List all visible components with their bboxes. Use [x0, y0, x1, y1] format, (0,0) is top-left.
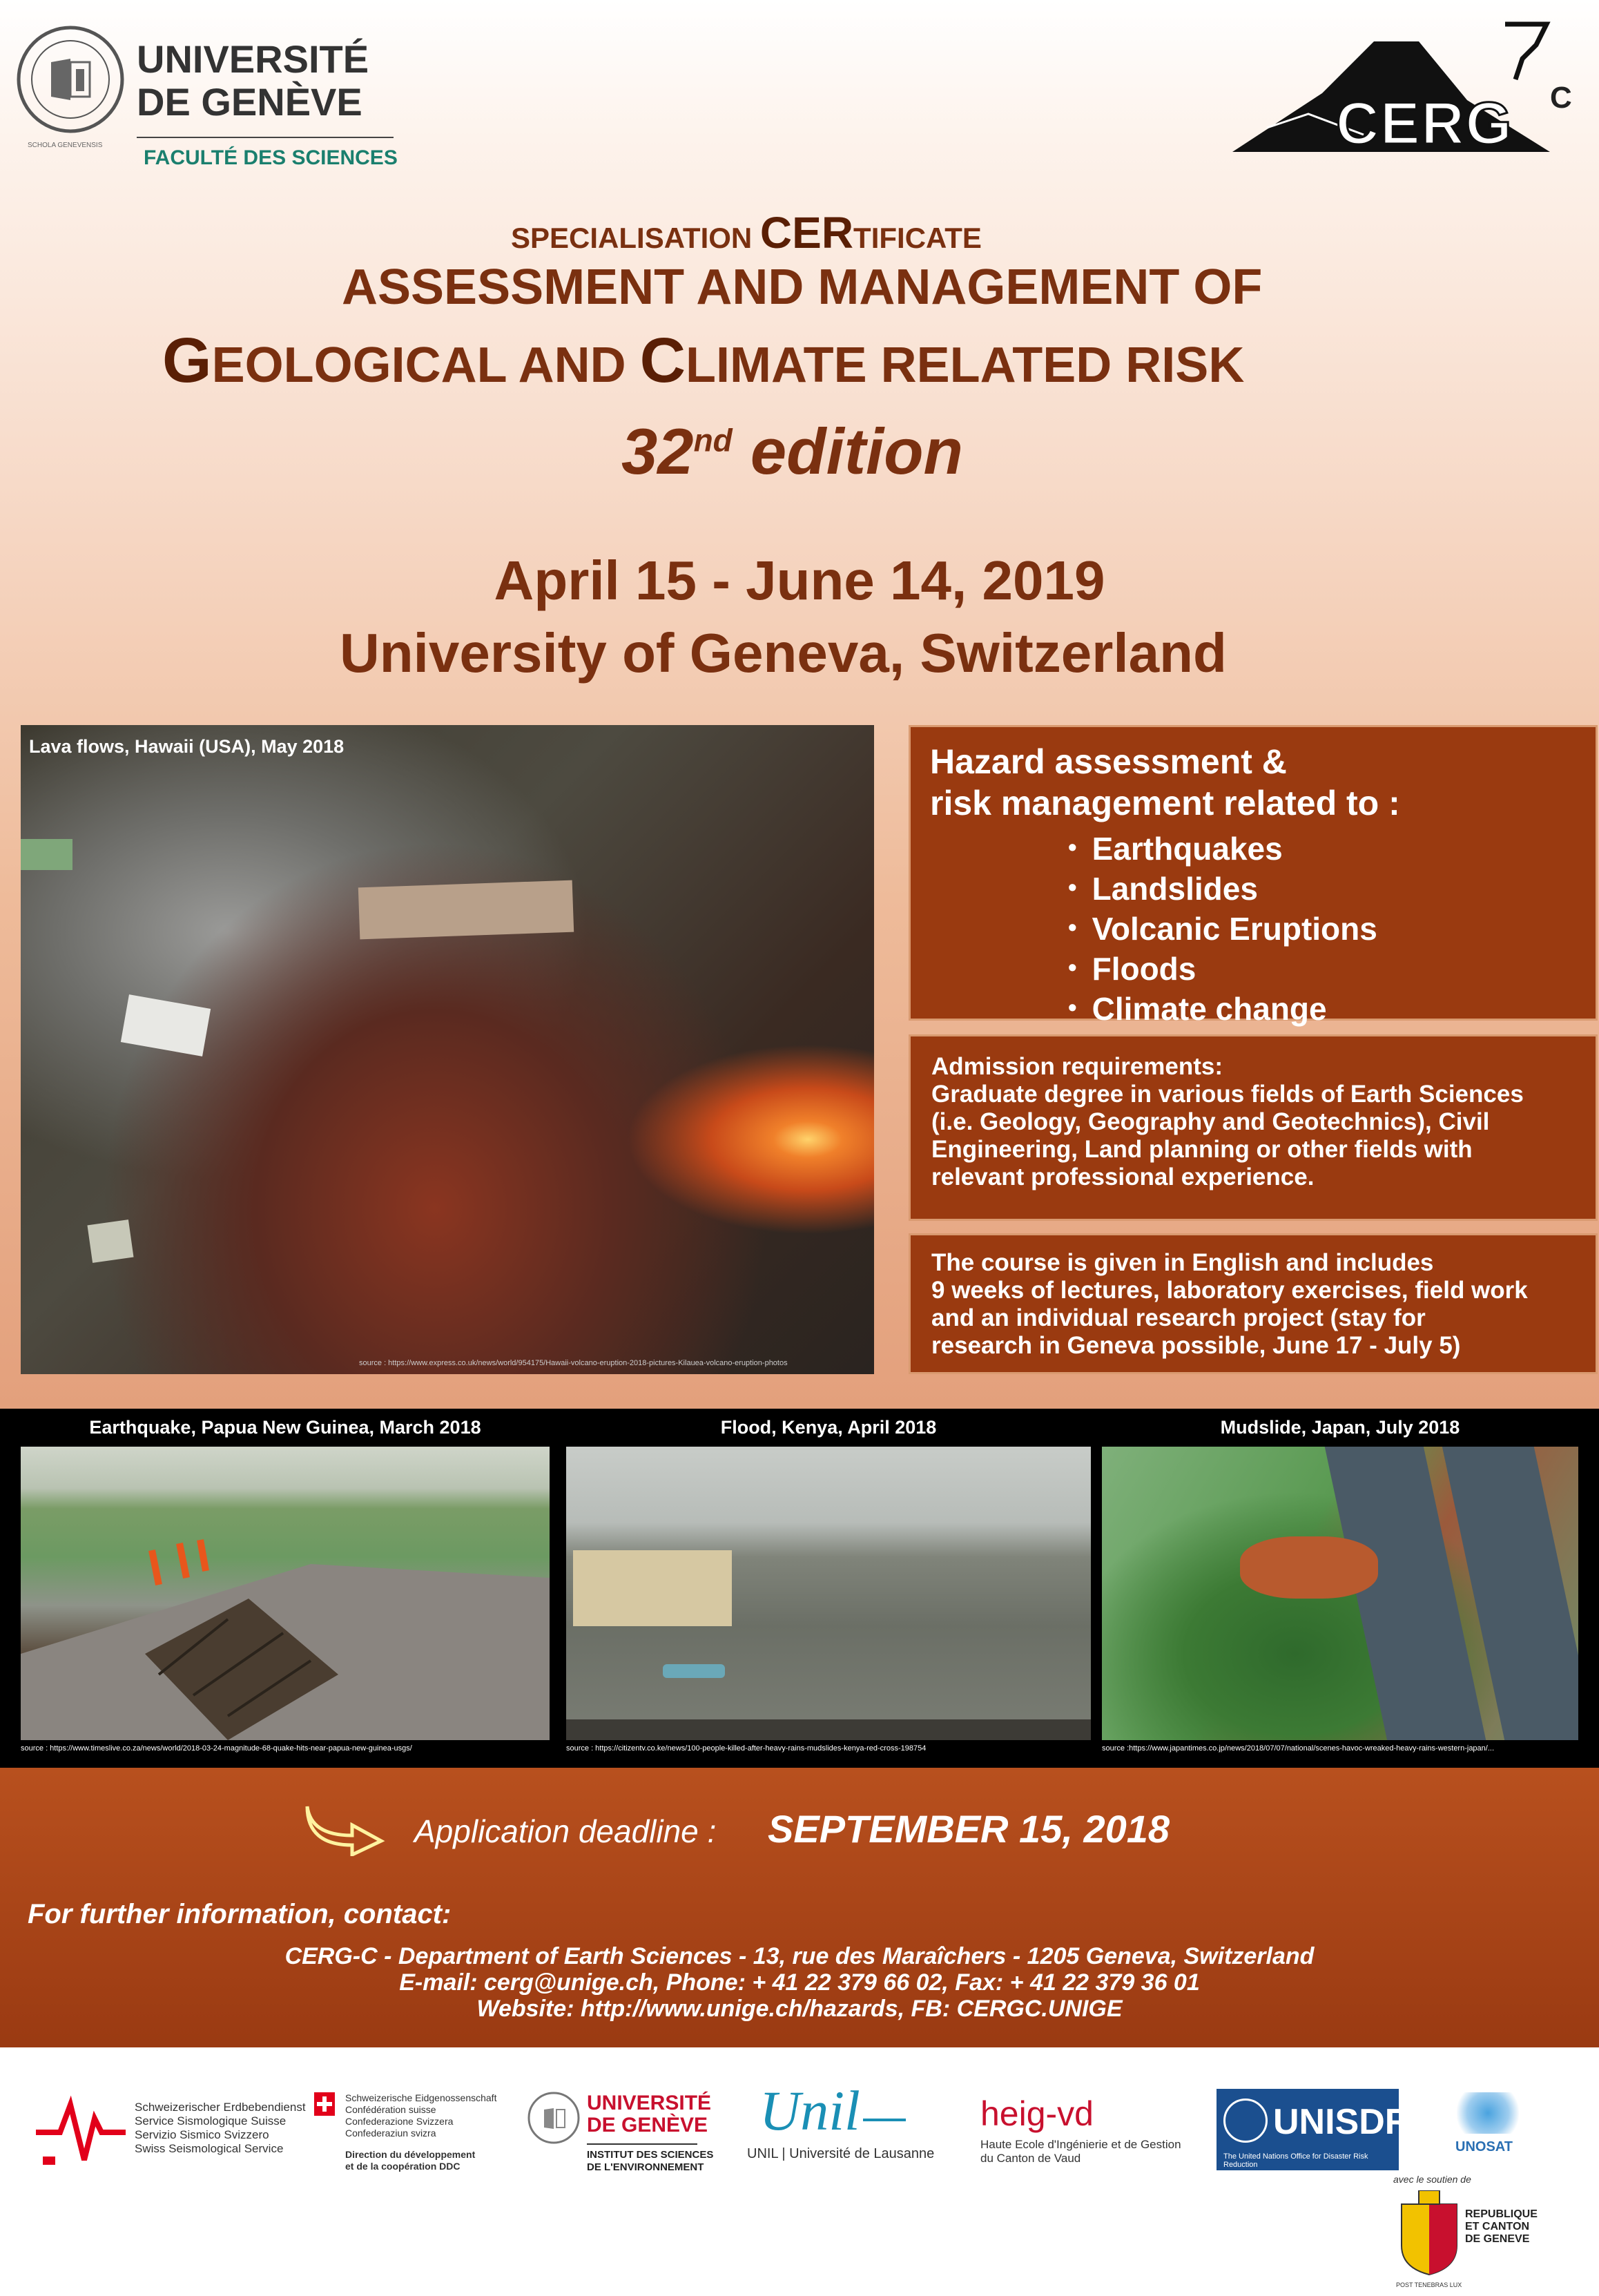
- hazards-heading-1: Hazard assessment &: [930, 742, 1287, 781]
- contact-details: [0, 1943, 1599, 2022]
- unisdr-name: UNISDR: [1273, 2102, 1411, 2142]
- edition-number: 32: [621, 415, 694, 488]
- unige-ise-inst-line: DE L'ENVIRONNEMENT: [587, 2161, 704, 2173]
- certificate-pre: SPECIALISATION: [511, 222, 760, 254]
- ddc-line: Confédération suisse: [345, 2104, 436, 2115]
- sed-text: [135, 2101, 306, 2156]
- course-line: research in Geneva possible, June 17 - July 5): [931, 1332, 1461, 1359]
- admission-line: Graduate degree in various fields of Earth Sciences: [931, 1081, 1524, 1108]
- submerged-car: [663, 1664, 725, 1678]
- unige-ise-institute: [587, 2149, 713, 2174]
- heig-line: Haute Ecole d'Ingénierie et de Gestion: [980, 2138, 1181, 2151]
- hazard-item: • Earthquakes: [1068, 828, 1596, 868]
- ddc-line: Schweizerische Eidgenossenschaft: [345, 2092, 497, 2103]
- mudslide-photo: [1102, 1447, 1578, 1740]
- mudslide-caption: Mudslide, Japan, July 2018: [1220, 1417, 1460, 1438]
- hazard-item: • Floods: [1068, 948, 1596, 988]
- ddc-line: Confederaziun svizra: [345, 2128, 436, 2139]
- earthquake-caption: Earthquake, Papua New Guinea, March 2018: [89, 1417, 481, 1438]
- title-line3b: LIMATE RELATED RISK: [686, 338, 1245, 393]
- unige-name-line2: DE GENÈVE: [137, 80, 362, 124]
- course-location: University of Geneva, Switzerland: [340, 622, 1227, 684]
- heig-line: du Canton de Vaud: [980, 2152, 1081, 2165]
- geneve-line: ET CANTON: [1465, 2221, 1530, 2232]
- title-line3: [162, 325, 1244, 397]
- contact-address: CERG-C - Department of Earth Sciences - 13, rue des Maraîchers - 1205 Geneva, Switzerland: [284, 1943, 1315, 1969]
- unosat-globe-icon: [1457, 2092, 1519, 2134]
- deadline-label: Application deadline :: [414, 1813, 717, 1849]
- unige-ise-line: UNIVERSITÉ: [587, 2092, 712, 2114]
- ddc-line: Confederazione Svizzera: [345, 2116, 454, 2127]
- certificate-line: [511, 207, 982, 258]
- hazard-item: • Climate change: [1068, 988, 1596, 1028]
- earthquake-source: source : https://www.timeslive.co.za/news/world/2018-03-24-magnitude-68-quake-hits-near-papua-new-guinea-usgs/: [21, 1744, 412, 1753]
- flood-source: source : https://citizentv.co.ke/news/100-people-killed-after-heavy-rains-mudslides-kenya-red-cross-198754: [566, 1744, 927, 1753]
- unil-text: UNIL | Université de Lausanne: [747, 2146, 935, 2161]
- hazard-item: • Volcanic Eruptions: [1068, 908, 1596, 948]
- contact-website: Website: http://www.unige.ch/hazards, FB: CERGC.UNIGE: [476, 1996, 1123, 2022]
- geneve-coat-of-arms-icon: [1398, 2190, 1460, 2277]
- contact-heading: For further information, contact:: [28, 1899, 452, 1929]
- swiss-cross-icon: [314, 2092, 335, 2116]
- roof-shape: [358, 880, 574, 940]
- header-divider: [137, 137, 394, 138]
- unige-ise-line: DE GENÈVE: [587, 2114, 708, 2136]
- geneve-line: DE GENEVE: [1465, 2233, 1530, 2245]
- building-shape: [573, 1550, 732, 1626]
- title-line3a: EOLOGICAL AND: [211, 338, 640, 393]
- cerg-logo-text: CERG: [1336, 90, 1513, 157]
- hazards-box: [909, 725, 1598, 1027]
- unige-ise-inst-line: INSTITUT DES SCIENCES: [587, 2149, 714, 2161]
- heig-logo: heig-vd: [980, 2094, 1094, 2133]
- lava-photo-source: source : https://www.express.co.uk/news/world/954175/Hawaii-volcano-eruption-2018-pictures-Kilauea-volcano-eruption-photos: [359, 1359, 788, 1367]
- unil-swash: [863, 2119, 906, 2121]
- unil-logo: Unil: [759, 2079, 860, 2142]
- unige-ise-divider: [587, 2143, 697, 2145]
- title-c: C: [639, 325, 686, 396]
- ddc-text: [345, 2092, 496, 2139]
- cerg-c-logo: [1225, 17, 1585, 155]
- support-label: avec le soutien de: [1393, 2174, 1471, 2185]
- hazards-heading-2: risk management related to :: [930, 784, 1400, 822]
- sed-logo-icon: [36, 2091, 126, 2167]
- roof-shape: [87, 1219, 133, 1263]
- geneve-motto: POST TENEBRAS LUX: [1396, 2281, 1462, 2288]
- hazard-item: • Landslides: [1068, 868, 1596, 908]
- edition: [621, 414, 963, 489]
- heig-text: [980, 2138, 1181, 2165]
- faculty-label: FACULTÉ DES SCIENCES: [144, 146, 398, 169]
- earthquake-photo: [21, 1447, 550, 1740]
- railing-shape: [566, 1719, 1091, 1740]
- sed-line: Service Sismologique Suisse: [135, 2114, 287, 2128]
- edition-sup: nd: [693, 422, 733, 459]
- admission-line: (i.e. Geology, Geography and Geotechnics), Civil: [931, 1108, 1490, 1135]
- course-line: The course is given in English and includes: [931, 1249, 1434, 1276]
- unige-seal-small-icon: [526, 2089, 581, 2148]
- unisdr-subtitle: The United Nations Office for Disaster Risk Reduction: [1223, 2152, 1368, 2169]
- sed-line: Servizio Sismico Svizzero: [135, 2128, 269, 2141]
- flood-caption: Flood, Kenya, April 2018: [720, 1417, 937, 1438]
- lava-photo-caption: Lava flows, Hawaii (USA), May 2018: [29, 736, 345, 757]
- course-dates: April 15 - June 14, 2019: [494, 550, 1105, 611]
- admission-box: [909, 1034, 1598, 1221]
- unige-name-line1: UNIVERSITÉ: [137, 37, 369, 81]
- admission-line: relevant professional experience.: [931, 1164, 1315, 1190]
- admission-line: Admission requirements:: [931, 1053, 1223, 1080]
- un-emblem-icon: [1223, 2099, 1268, 2143]
- title-line2: ASSESSMENT AND MANAGEMENT OF: [342, 260, 1263, 315]
- ddc-dept-line: et de la coopération DDC: [345, 2161, 461, 2172]
- course-line: and an individual research project (stay for: [931, 1304, 1426, 1331]
- hazards-list: [1068, 828, 1596, 1028]
- admission-line: Engineering, Land planning or other fields with: [931, 1136, 1473, 1163]
- certificate-cer: CER: [759, 208, 854, 258]
- contact-phone: E-mail: cerg@unige.ch, Phone: + 41 22 379 66 02, Fax: + 41 22 379 36 01: [399, 1969, 1200, 1996]
- ddc-dept: [345, 2149, 475, 2172]
- roof-shape: [121, 994, 211, 1057]
- deadline-date: SEPTEMBER 15, 2018: [768, 1807, 1170, 1851]
- certificate-post: TIFICATE: [853, 222, 982, 254]
- unige-ise-name: [587, 2092, 711, 2136]
- geneve-text: [1465, 2208, 1538, 2246]
- roof-shape: [21, 839, 72, 870]
- cerg-logo-suffix: C: [1550, 81, 1572, 115]
- course-box: [909, 1233, 1598, 1374]
- unisdr-logo: [1217, 2089, 1411, 2170]
- ddc-dept-line: Direction du développement: [345, 2149, 476, 2160]
- edition-word: edition: [732, 415, 963, 488]
- unosat-name: UNOSAT: [1455, 2139, 1513, 2154]
- unige-seal-icon: [15, 21, 126, 138]
- flood-photo: [566, 1447, 1091, 1740]
- mudslide-source: source :https://www.japantimes.co.jp/news/2018/07/07/national/scenes-havoc-wreaked-heavy-rains-western-japan/...: [1102, 1744, 1495, 1753]
- geneve-line: REPUBLIQUE: [1465, 2208, 1538, 2220]
- lava-flow-photo: [21, 725, 874, 1374]
- mud-shape: [1240, 1536, 1378, 1599]
- arrow-icon: [304, 1801, 387, 1856]
- course-line: 9 weeks of lectures, laboratory exercises, field work: [931, 1277, 1528, 1304]
- unige-seal-text: SCHOLA GENEVENSIS: [28, 142, 103, 149]
- sed-line: Schweizerischer Erdbebendienst: [135, 2101, 306, 2114]
- title-g: G: [162, 325, 212, 396]
- sed-line: Swiss Seismological Service: [135, 2142, 284, 2155]
